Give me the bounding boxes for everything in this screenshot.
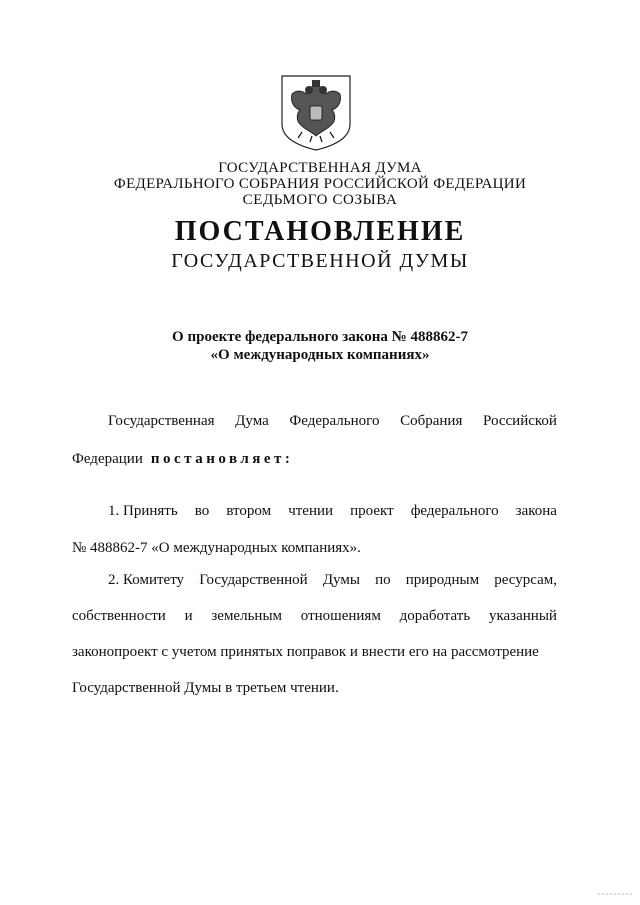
item2-line4: Государственной Думы в третьем чтении. [72,680,339,696]
item2-word: по [375,572,391,588]
item2-word: отношениям [300,608,381,624]
item1-line2: № 488862-7 «О международных компаниях». [72,540,361,556]
item2-word: Государственной [199,572,308,588]
item2-word: указанный [488,608,557,624]
preamble-line1 [72,413,557,430]
org-name-line3: СЕДЬМОГО СОЗЫВА [242,192,398,208]
scan-mark-icon [598,888,634,898]
coat-of-arms-icon [276,72,356,152]
item2-word: и [184,608,193,624]
item2-line1 [72,572,557,589]
item2-line2 [72,608,557,625]
preamble-word: Дума [235,413,269,429]
item2-word: ресурсам, [494,572,557,588]
item2-word: доработать [399,608,471,624]
item1-word: федерального [410,503,499,519]
document-type-title: ПОСТАНОВЛЕНИЕ [174,216,466,247]
item2-word: Думы [322,572,360,588]
item2-word: природным [405,572,480,588]
preamble-end: Федерации [72,451,143,467]
preamble-word: Собрания [400,413,463,429]
item1-word: закона [515,503,557,519]
org-name-line1: ГОСУДАРСТВЕННАЯ ДУМА [218,160,422,176]
item2-word: 2. Комитету [108,572,185,588]
item1-word: втором [226,503,272,519]
item1-word: 1. Принять [108,503,178,519]
preamble-word: Федерального [289,413,380,429]
item1-line1 [72,503,557,520]
preamble-word: Российской [483,413,557,429]
subject-line1: О проекте федерального закона № 488862-7 [172,329,468,345]
document-type-subtitle: ГОСУДАРСТВЕННОЙ ДУМЫ [171,250,469,272]
item2-word: земельным [211,608,283,624]
item1-word: во [194,503,210,519]
item2-line3: законопроект с учетом принятых поправок и внести его на рассмотрение [72,644,539,660]
resolves-word: постановляет: [150,451,294,467]
subject-line2: «О международных компаниях» [210,347,430,363]
item2-word: собственности [72,608,166,624]
item1-word: чтении [288,503,334,519]
preamble-word: Государственная [108,413,215,429]
item1-word: проект [350,503,394,519]
preamble-line2 [72,451,293,468]
org-name-line2: ФЕДЕРАЛЬНОГО СОБРАНИЯ РОССИЙСКОЙ ФЕДЕРАЦИИ [113,176,527,192]
